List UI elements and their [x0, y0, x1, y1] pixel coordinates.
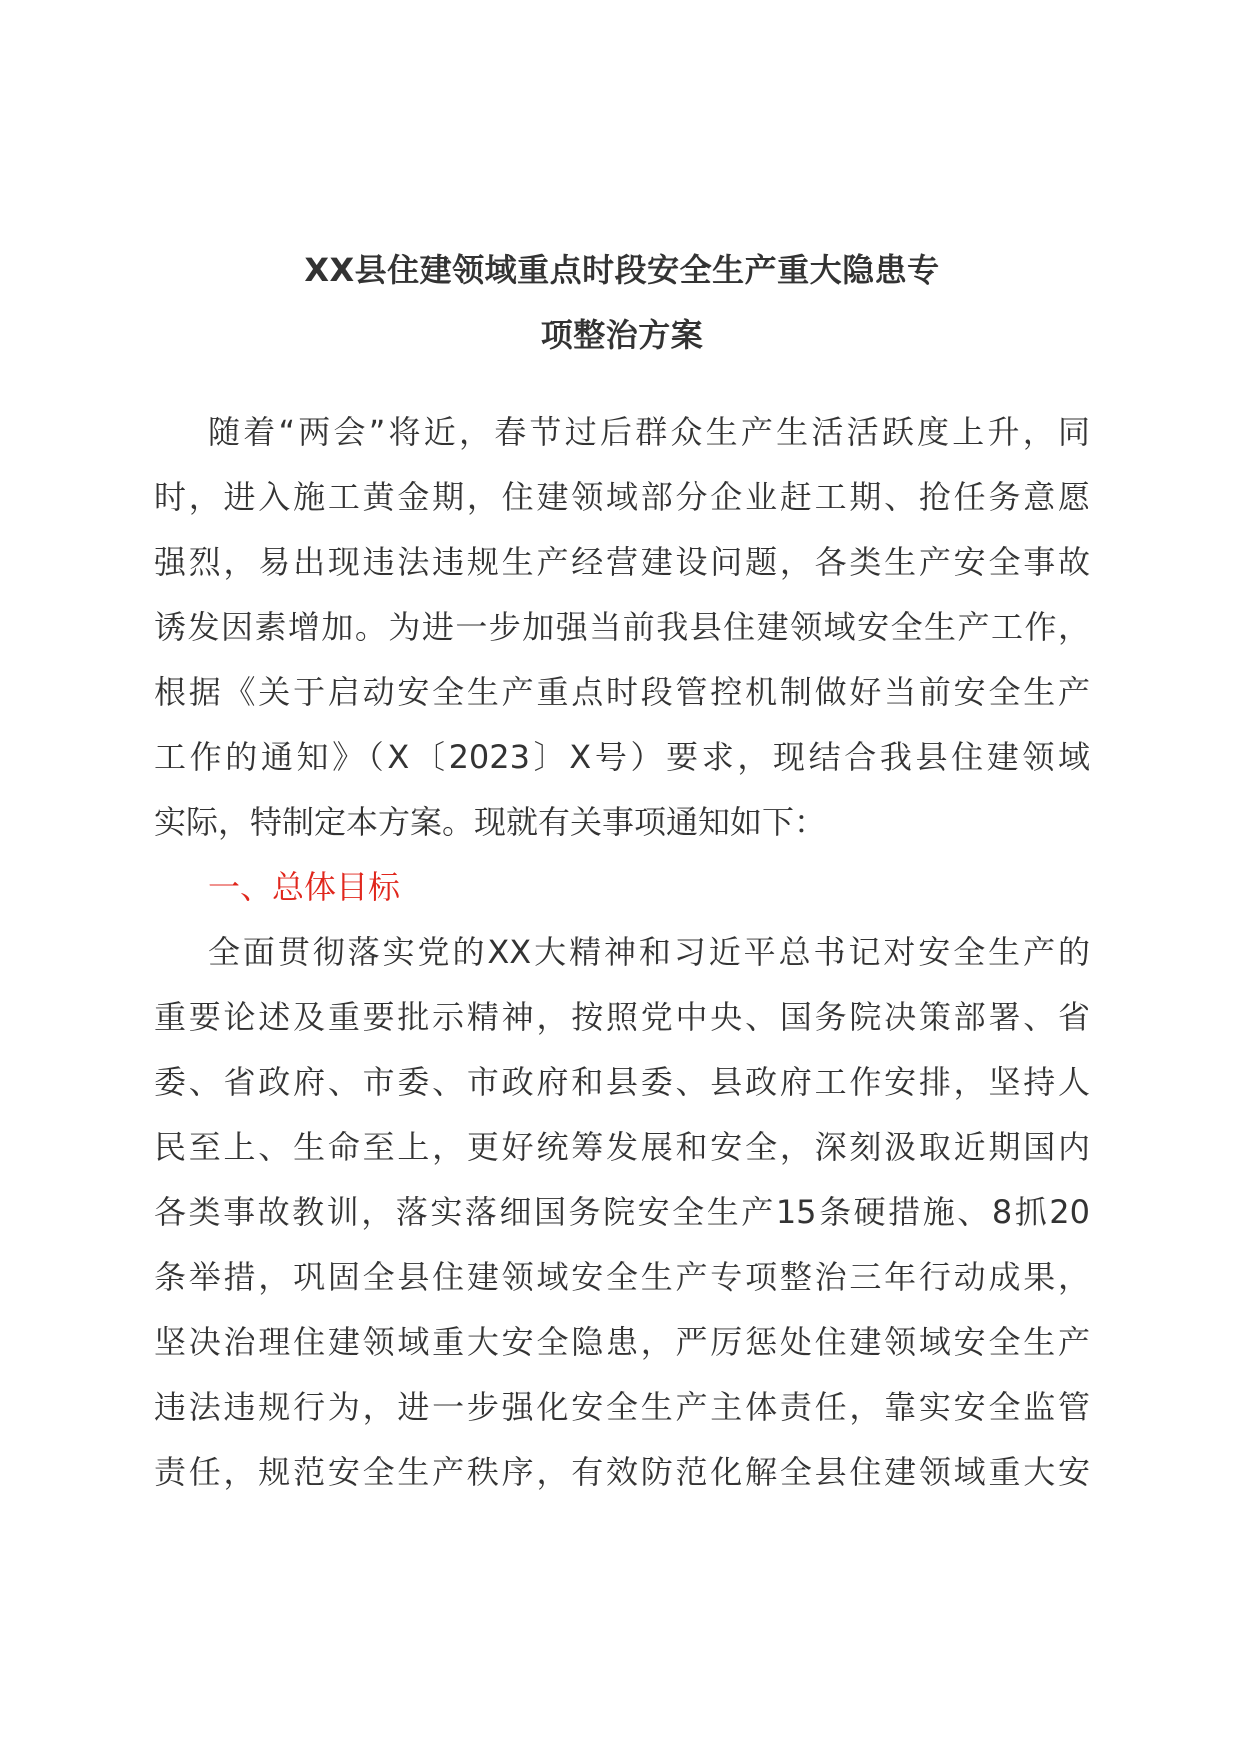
section-heading: 一、总体目标 — [208, 868, 401, 906]
paragraph-line: 时，进入施工黄金期，住建领域部分企业赶工期、抢任务意愿 — [154, 478, 1090, 516]
paragraph-line: 坚决治理住建领域重大安全隐患，严厉惩处住建领域安全生产 — [154, 1323, 1090, 1361]
paragraph-line: 强烈，易出现违法违规生产经营建设问题，各类生产安全事故 — [154, 543, 1090, 581]
paragraph-line: 民至上、生命至上，更好统筹发展和安全，深刻汲取近期国内 — [154, 1128, 1090, 1166]
paragraph-line: 诱发因素增加。为进一步加强当前我县住建领域安全生产工作， — [154, 608, 1090, 646]
title-line: 项整治方案 — [540, 316, 704, 354]
paragraph-line: 责任，规范安全生产秩序，有效防范化解全县住建领域重大安 — [154, 1453, 1090, 1491]
paragraph-line: 全面贯彻落实党的XX大精神和习近平总书记对安全生产的 — [208, 933, 1090, 971]
paragraph-line: 根据《关于启动安全生产重点时段管控机制做好当前安全生产 — [154, 673, 1090, 711]
paragraph-line: 条举措，巩固全县住建领域安全生产专项整治三年行动成果， — [154, 1258, 1090, 1296]
paragraph-line: 违法违规行为，进一步强化安全生产主体责任，靠实安全监管 — [154, 1388, 1090, 1426]
document-body — [154, 400, 1090, 1505]
paragraph-line: 各类事故教训，落实落细国务院安全生产15条硬措施、8抓20 — [154, 1193, 1090, 1231]
paragraph-line: 随着“两会”将近，春节过后群众生产生活活跃度上升，同 — [208, 413, 1090, 451]
paragraph-line: 实际，特制定本方案。现就有关事项通知如下： — [154, 803, 827, 841]
title-line: XX县住建领域重点时段安全生产重大隐患专 — [304, 251, 940, 289]
paragraph-line: 工作的通知》（X〔2023〕X号）要求，现结合我县住建领域 — [154, 738, 1090, 776]
paragraph-line: 重要论述及重要批示精神，按照党中央、国务院决策部署、省 — [154, 998, 1090, 1036]
document-title — [154, 238, 1090, 368]
paragraph-line: 委、省政府、市委、市政府和县委、县政府工作安排，坚持人 — [154, 1063, 1090, 1101]
